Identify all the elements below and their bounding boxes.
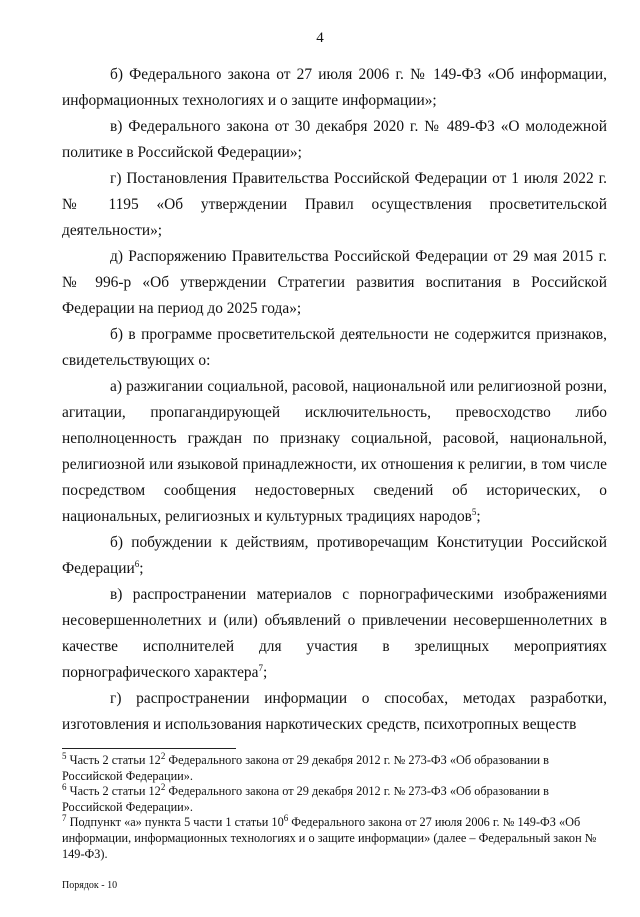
paragraph-a-incitement: а) разжигании социальной, расовой, национальной или религиозной розни, агитации, пропагандирующей исключительность, превосходство либо неполноценность граждан по признаку социальной, расовой, национальной, религиозной или языковой принадлежности, их отношения к религии, в том числе посредством сообщения недостоверных сведений об исторических, о национальных, религиозных и культурных традициях народов$^5$; [62, 378, 607, 525]
footnote-ref-6: 6 [134, 558, 140, 569]
document-body [62, 62, 607, 738]
paragraph-d-order-996: д) Распоряжению Правительства Российской Федерации от 29 мая 2015 г. № 996-р «Об утверждении Стратегии развития воспитания в Российской Федерации на период до 2025 года»; [62, 248, 607, 317]
paragraph-v-minors: в) распространении материалов с порнографическими изображениями несовершеннолетних и (или) объявлений о привлечении несовершеннолетних в качестве исполнителей для участия в зрелищных мероприятиях порнографического характера$^7$; [62, 586, 607, 681]
footnote-6: $^6$ Часть 2 статьи $12^2$ Федерального закона от 29 декабря 2012 г. № 273-ФЗ «Об образовании в Российской Федерации». [62, 782, 549, 814]
footnote-5: $^5$ Часть 2 статьи $12^2$ Федерального закона от 29 декабря 2012 г. № 273-ФЗ «Об образовании в Российской Федерации». [62, 750, 549, 783]
paragraph-b-constitution: б) побуждении к действиям, противоречащим Конституции Российской Федерации$^6$; [62, 534, 607, 577]
footnote-7: $^7$ Подпункт «а» пункта 5 части 1 статьи $10^6$ Федерального закона от 27 июля 2006 г. № 149-ФЗ «Об информации, информационных технологиях и о защите информации» (далее – Федеральный закон № 149-ФЗ). [62, 813, 597, 861]
order-label: Порядок - 10 [62, 880, 118, 891]
paragraph-b-no-signs: б) в программе просветительской деятельности не содержится признаков, свидетельствующих о: [62, 326, 607, 369]
page-number: 4 [316, 30, 324, 46]
footnote-ref-5: 5 [471, 506, 477, 517]
paragraph-g-resolution-1195: г) Постановления Правительства Российской Федерации от 1 июля 2022 г. № 1195 «Об утверждении Правил осуществления просветительской деятельности»; [62, 170, 607, 239]
footnote-divider [62, 748, 236, 749]
paragraph-g-narcotics: г) распространении информации о способах, методах разработки, изготовления и использования наркотических средств, психотропных веществ [62, 690, 607, 733]
footnote-ref-7: 7 [258, 662, 263, 673]
paragraph-v-law-489: в) Федерального закона от 30 декабря 2020 г. № 489-ФЗ «О молодежной политике в Российской Федерации»; [62, 118, 607, 161]
footnotes [62, 750, 607, 862]
paragraph-b-law-149: б) Федерального закона от 27 июля 2006 г. № 149-ФЗ «Об информации, информационных технологиях и о защите информации»; [62, 66, 607, 109]
